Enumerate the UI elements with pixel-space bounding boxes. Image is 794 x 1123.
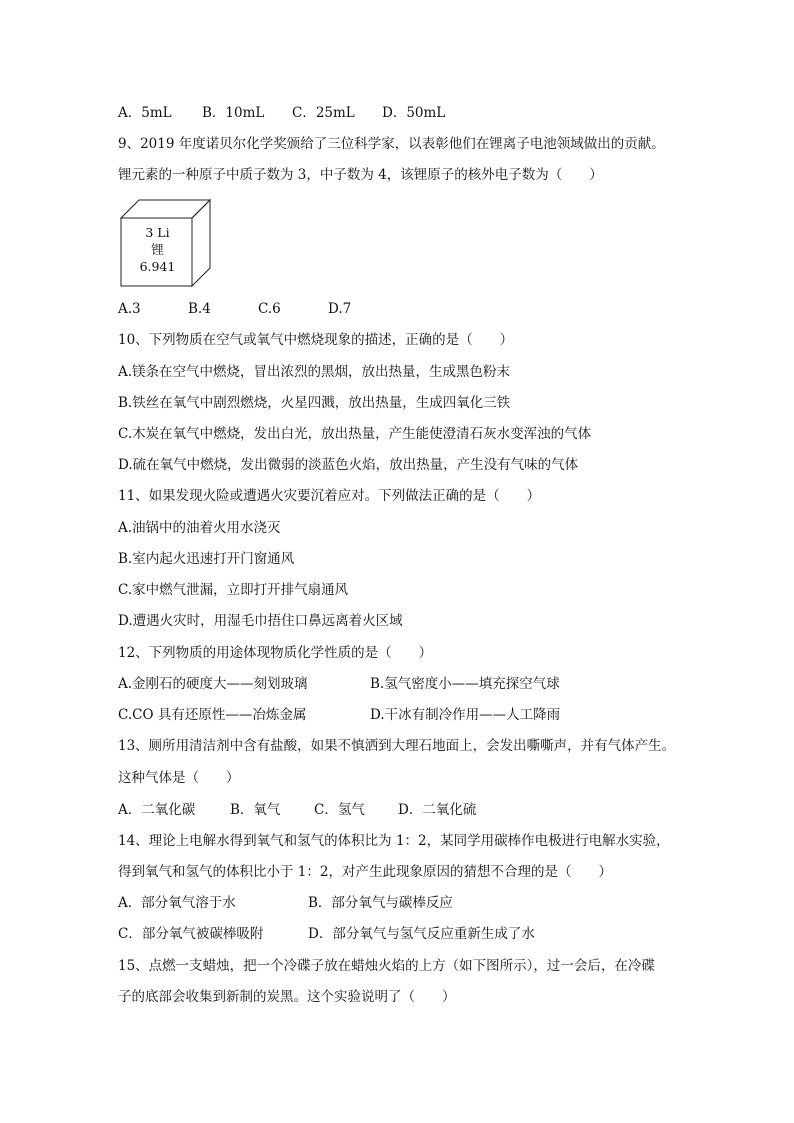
q14-stem-line2: 得到氧气和氢气的体积比小于 1：2，对产生此现象原因的猜想不合理的是（ ） [118,864,612,880]
q8-option-c: C．25mL [292,105,355,121]
q13-option-a: A．二氧化碳 [118,802,196,818]
q10-option-c: C.木炭在氧气中燃烧，发出白光，放出热量，产生能使澄清石灰水变浑浊的气体 [118,426,592,442]
q9-option-d: D.7 [328,301,352,317]
q15-stem-line1: 15、点燃一支蜡烛，把一个冷碟子放在蜡烛火焰的上方（如下图所示），过一会后，在冷碟 [118,958,655,974]
element-card-text [120,224,195,275]
lithium-element-card [120,198,212,288]
q11-option-d: D.遭遇火灾时，用湿毛巾捂住口鼻远离着火区域 [118,613,403,629]
q14-option-c: C．部分氧气被碳棒吸附 [118,926,264,942]
element-atomic-mass: 6.941 [139,259,176,274]
q10-option-d: D.硫在氧气中燃烧，发出微弱的淡蓝色火焰，放出热量，产生没有气味的气体 [118,457,579,473]
q14-option-a: A．部分氧气溶于水 [118,895,236,911]
q12-options-row1 [118,675,560,693]
q12-option-d: D.干冰有制冷作用——人工降雨 [370,707,561,723]
q11-stem: 11、如果发现火险或遭遇火灾要沉着应对。下列做法正确的是（ ） [118,488,541,504]
q9-option-b: B.4 [188,301,211,317]
element-name: 锂 [151,242,164,257]
q12-option-b: B.氢气密度小——填充探空气球 [370,676,560,692]
q8-option-b: B．10mL [202,105,265,121]
q15-stem-line2: 子的底部会收集到新制的炭黑。这个实验说明了（ ） [118,989,456,1005]
q10-stem: 10、下列物质在空气或氧气中燃烧现象的描述，正确的是（ ） [118,332,514,348]
q12-options-row2 [118,706,560,724]
q9-stem-line2: 锂元素的一种原子中质子数为 3，中子数为 4，该锂原子的核外电子数为（ ） [118,167,603,183]
q9-stem-line1: 9、2019 年度诺贝尔化学奖颁给了三位科学家，以表彰他们在锂离子电池领域做出的贡献。 [118,136,665,152]
q13-options [118,801,476,819]
q8-option-a: A．5mL [118,105,172,121]
q14-option-d: D．部分氧气与氢气反应重新生成了水 [308,926,535,942]
q13-stem-line2: 这种气体是（ ） [118,770,240,786]
q14-stem-line1: 14、理论上电解水得到氧气和氢气的体积比为 1：2，某同学用碳棒作电极进行电解水实验， [118,833,670,849]
q12-option-a: A.金刚石的硬度大——刻划玻璃 [118,676,308,692]
q13-option-d: D．二氧化硫 [398,802,477,818]
q11-option-b: B.室内起火迅速打开门窗通风 [118,551,295,567]
q9-option-c: C.6 [258,301,281,317]
q12-option-c: C.CO 具有还原性——冶炼金属 [118,707,307,723]
q9-option-a: A.3 [118,301,141,317]
q11-option-c: C.家中燃气泄漏，立即打开排气扇通风 [118,582,349,598]
q12-stem: 12、下列物质的用途体现物质化学性质的是（ ） [118,645,433,661]
q13-option-b: B．氧气 [230,802,281,818]
q14-options-row2 [118,925,535,943]
q14-option-b: B．部分氧气与碳棒反应 [308,895,453,911]
q9-options [118,300,351,318]
q13-stem-line1: 13、厕所用清洁剂中含有盐酸，如果不慎洒到大理石地面上，会发出嘶嘶声，并有气体产生。 [118,738,676,754]
q14-options-row1 [118,894,453,912]
q8-option-d: D．50mL [382,105,446,121]
q11-option-a: A.油锅中的油着火用水浇灭 [118,520,281,536]
element-number-symbol: 3 Li [145,225,170,240]
q10-option-b: B.铁丝在氧气中剧烈燃烧，火星四溅，放出热量，生成四氧化三铁 [118,395,511,411]
q8-options [118,104,445,122]
q13-option-c: C．氢气 [314,802,365,818]
q10-option-a: A.镁条在空气中燃烧，冒出浓烈的黑烟，放出热量，生成黑色粉末 [118,364,511,380]
